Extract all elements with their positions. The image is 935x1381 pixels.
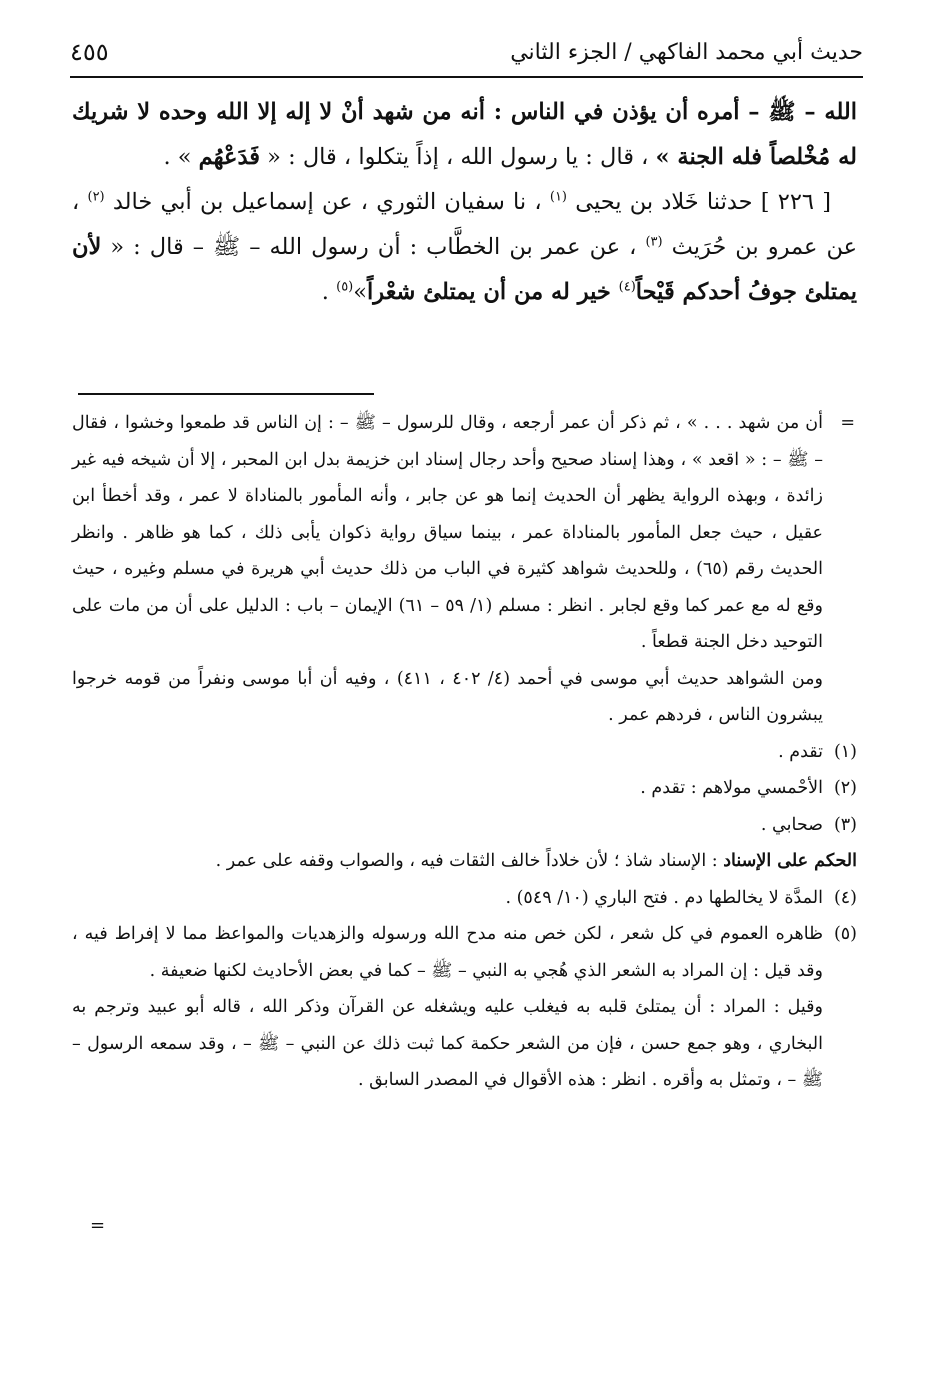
isnad-ruling [72, 843, 857, 880]
footnote-text: تقدم . [778, 741, 823, 762]
matn-text: لأن يمتلئ جوفُ أحدكم قَيْحاً [72, 234, 857, 305]
isnad-text: ، عن عمرو بن حُرَيث [72, 189, 857, 260]
plain-text: . [321, 279, 337, 305]
footnote-text: الأحْمسي مولاهم : تقدم . [640, 778, 823, 798]
footnote-continuation [72, 405, 857, 661]
footnote-1 [72, 734, 857, 771]
footnote-text: ومن الشواهد حديث أبي موسى في أحمد (٤/ ٤٠٢ ، ٤١١) ، وفيه أن أبا موسى ونفراً من قومه خرجوا يبشرون الناس ، فردهم عمر . [72, 668, 823, 725]
footnote-text: المدَّة لا يخالطها دم . فتح الباري (١٠/ ٥٤٩) . [505, 887, 823, 908]
footnote-ref-1: (١) [549, 189, 567, 205]
bold-text: فَدَعْهُم [198, 144, 261, 170]
footnote-divider [78, 393, 374, 395]
bold-text: الله – ﷺ – أمره أن يؤذن في الناس : أنه من شهد أنْ لا إله إلا الله وحده لا شريك له مُخْلصاً فله الجنة » [72, 99, 857, 170]
footnote-3 [72, 807, 857, 844]
footnote-text: ظاهره العموم في كل شعر ، لكن خص منه مدح الله ورسوله والزهديات والمواعظ مما لا إفراط فيه ، وقد قيل : إن المراد به الشعر الذي هُجي به النبي – ﷺ – كما في بعض الأحاديث لكنها ضعيفة . [72, 924, 823, 981]
footnote-5-continued [72, 989, 857, 1099]
hadith-225-ending [72, 90, 857, 180]
footnotes [72, 405, 857, 1099]
matn-text: خير له من أن يمتلئ شعْراً [367, 279, 619, 305]
footnote-number: (٥) [833, 924, 857, 944]
footnote-ref-5: (٥) [336, 279, 354, 295]
page-number: ٤٥٥ [70, 38, 109, 66]
plain-text: ، قال : يا رسول الله ، إذاً يتكلوا ، قال : « [260, 144, 656, 170]
footnote-ref-2: (٢) [87, 189, 105, 205]
hadith-226 [72, 180, 857, 315]
footnote-continuation-2 [72, 661, 857, 734]
footnote-number: (٢) [833, 778, 857, 798]
plain-text: » . [163, 144, 199, 170]
plain-text: » [353, 279, 368, 305]
isnad-text: [ ٢٢٦ ] حدثنا خَلاد بن يحيى [567, 189, 832, 215]
footnote-text: وقيل : المراد : أن يمتلئ قلبه به فيغلب عليه ويشغله عن القرآن وذكر الله ، قاله أبو عبيد وترجم به البخاري ، وهو جمع حسن ، فإن من الشعر حكمة كما ثبت ذلك عن النبي – ﷺ – ، وقد سمعه الرسول – ﷺ – ، وتمثل به وأقره . انظر : هذه الأقوال في المصدر السابق . [72, 997, 823, 1090]
footnote-number: (١) [833, 741, 857, 762]
main-text [72, 90, 857, 315]
footnote-2 [72, 770, 857, 807]
footnote-4 [72, 880, 857, 917]
page-header [70, 36, 863, 78]
isnad-text: ، نا سفيان الثوري ، عن إسماعيل بن أبي خالد [104, 189, 550, 215]
footnote-5 [72, 916, 857, 989]
footnote-text: صحابي . [760, 814, 823, 835]
footnote-ref-3: (٣) [645, 234, 663, 250]
continuation-mark: = [840, 413, 855, 433]
footnote-text: أن من شهد . . . » ، ثم ذكر أن عمر أرجعه ، وقال للرسول – ﷺ – : إن الناس قد طمعوا وخشوا ، فقال – ﷺ – : « اقعد » ، وهذا إسناد صحيح وأحد رجال إسناد ابن خزيمة بدل ابن المحبر ، إلا أن شيخه فيه غير زائدة ، وبهذه الرواية يظهر أن الحديث إنما هو عن جابر ، وأنه المأمور بالمناداة لا عمر ، وقد أخطأ ابن عقيل ، حيث جعل المأمور بالمناداة عمر ، بينما سياق رواية ذكوان يأبى ذلك ، كما هو ظاهر . وانظر الحديث رقم (٦٥) ، وللحديث شواهد كثيرة في الباب من ذلك حديث أبي هريرة في مسلم وغيره ، حيث وقع له مع عمر كما وقع لجابر . انظر : مسلم (١/ ٥٩ – ٦١) الإيمان – باب : الدليل على أن من مات على التوحيد دخل الجنة قطعاً . [72, 413, 823, 652]
continuation-end-mark: = [90, 1215, 106, 1236]
footnote-ref-4: (٤) [618, 279, 636, 295]
running-title: حديث أبي محمد الفاكهي / الجزء الثاني [510, 40, 863, 65]
ruling-label: الحكم على الإسناد [723, 851, 857, 871]
footnote-number: (٣) [833, 814, 857, 835]
ruling-text: : الإسناد شاذ ؛ لأن خلاداً خالف الثقات فيه ، والصواب وقفه على عمر . [215, 851, 724, 871]
isnad-text: ، عن عمر بن الخطَّاب : أن رسول الله – ﷺ – قال : « [101, 234, 646, 260]
footnote-number: (٤) [833, 887, 857, 908]
